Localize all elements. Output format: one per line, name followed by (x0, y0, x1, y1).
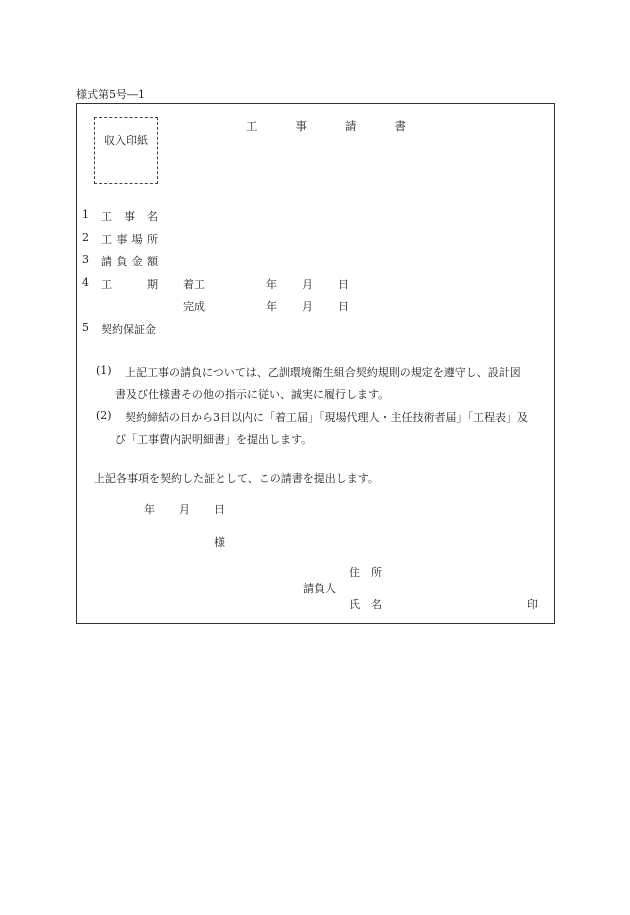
item-label-construction-site (101, 231, 158, 247)
seal-mark: 印 (527, 598, 538, 611)
label-char: 額 (146, 255, 158, 268)
title-char: 請 (345, 119, 357, 133)
declaration-text: 上記各事項を契約した証として、この請書を提出します。 (94, 472, 379, 485)
item-label-construction-name (101, 208, 158, 224)
clause-1-line-2: 書及び仕様書その他の指示に従い、誠実に履行します。 (115, 388, 390, 401)
start-month-label: 月 (302, 278, 313, 291)
clause-1-line-1: 上記工事の請負については、乙訓環境衛生組合契約規則の規定を遵守し、設計図 (125, 366, 521, 379)
label-char: 期 (147, 278, 158, 291)
label-char: 事 (124, 210, 135, 223)
end-day-label: 日 (338, 300, 349, 313)
label-char: 所 (146, 233, 158, 246)
start-day-label: 日 (338, 278, 349, 291)
title-char: 事 (295, 119, 307, 133)
label-char: 事 (116, 233, 128, 246)
date-year-label: 年 (144, 503, 155, 516)
item-label-construction-period (101, 276, 158, 292)
label-char: 請 (101, 255, 112, 268)
start-year-label: 年 (266, 278, 277, 291)
label-char: 場 (131, 233, 143, 246)
addressee-suffix: 様 (214, 536, 225, 549)
clause-2-line-2: び「工事費内訳明細書」を提出します。 (115, 433, 313, 446)
title-char: 工 (246, 119, 258, 133)
period-end-label: 完成 (183, 300, 205, 313)
item-label-contract-deposit: 契約保証金 (101, 323, 156, 336)
item-number: 3 (82, 253, 89, 266)
clause-mark: (2) (96, 409, 112, 422)
document-title (246, 118, 406, 134)
contractor-role-label: 請負人 (303, 582, 336, 595)
item-number: 4 (82, 276, 89, 289)
item-number: 5 (82, 321, 89, 334)
label-char: 工 (101, 278, 112, 291)
period-start-label: 着工 (183, 278, 205, 291)
title-char: 書 (394, 119, 406, 133)
item-number: 1 (82, 208, 89, 221)
label-char: 負 (116, 255, 128, 268)
label-char: 工 (101, 210, 112, 223)
label-char: 金 (131, 255, 143, 268)
date-day-label: 日 (214, 503, 225, 516)
label-char: 名 (147, 210, 158, 223)
item-number: 2 (82, 231, 89, 244)
label-char: 工 (101, 233, 112, 246)
contractor-name-label: 氏 名 (349, 598, 382, 611)
form-number: 様式第5号―1 (76, 88, 145, 101)
date-month-label: 月 (179, 503, 190, 516)
clause-2-line-1: 契約締結の日から3日以内に「着工届」「現場代理人・主任技術者届」「工程表」及 (125, 411, 528, 424)
clause-mark: (1) (96, 364, 112, 377)
end-year-label: 年 (266, 300, 277, 313)
revenue-stamp-label: 収入印紙 (104, 134, 148, 147)
item-label-contract-amount (101, 253, 158, 269)
contractor-address-label: 住 所 (349, 566, 382, 579)
end-month-label: 月 (302, 300, 313, 313)
revenue-stamp-box (94, 117, 158, 184)
